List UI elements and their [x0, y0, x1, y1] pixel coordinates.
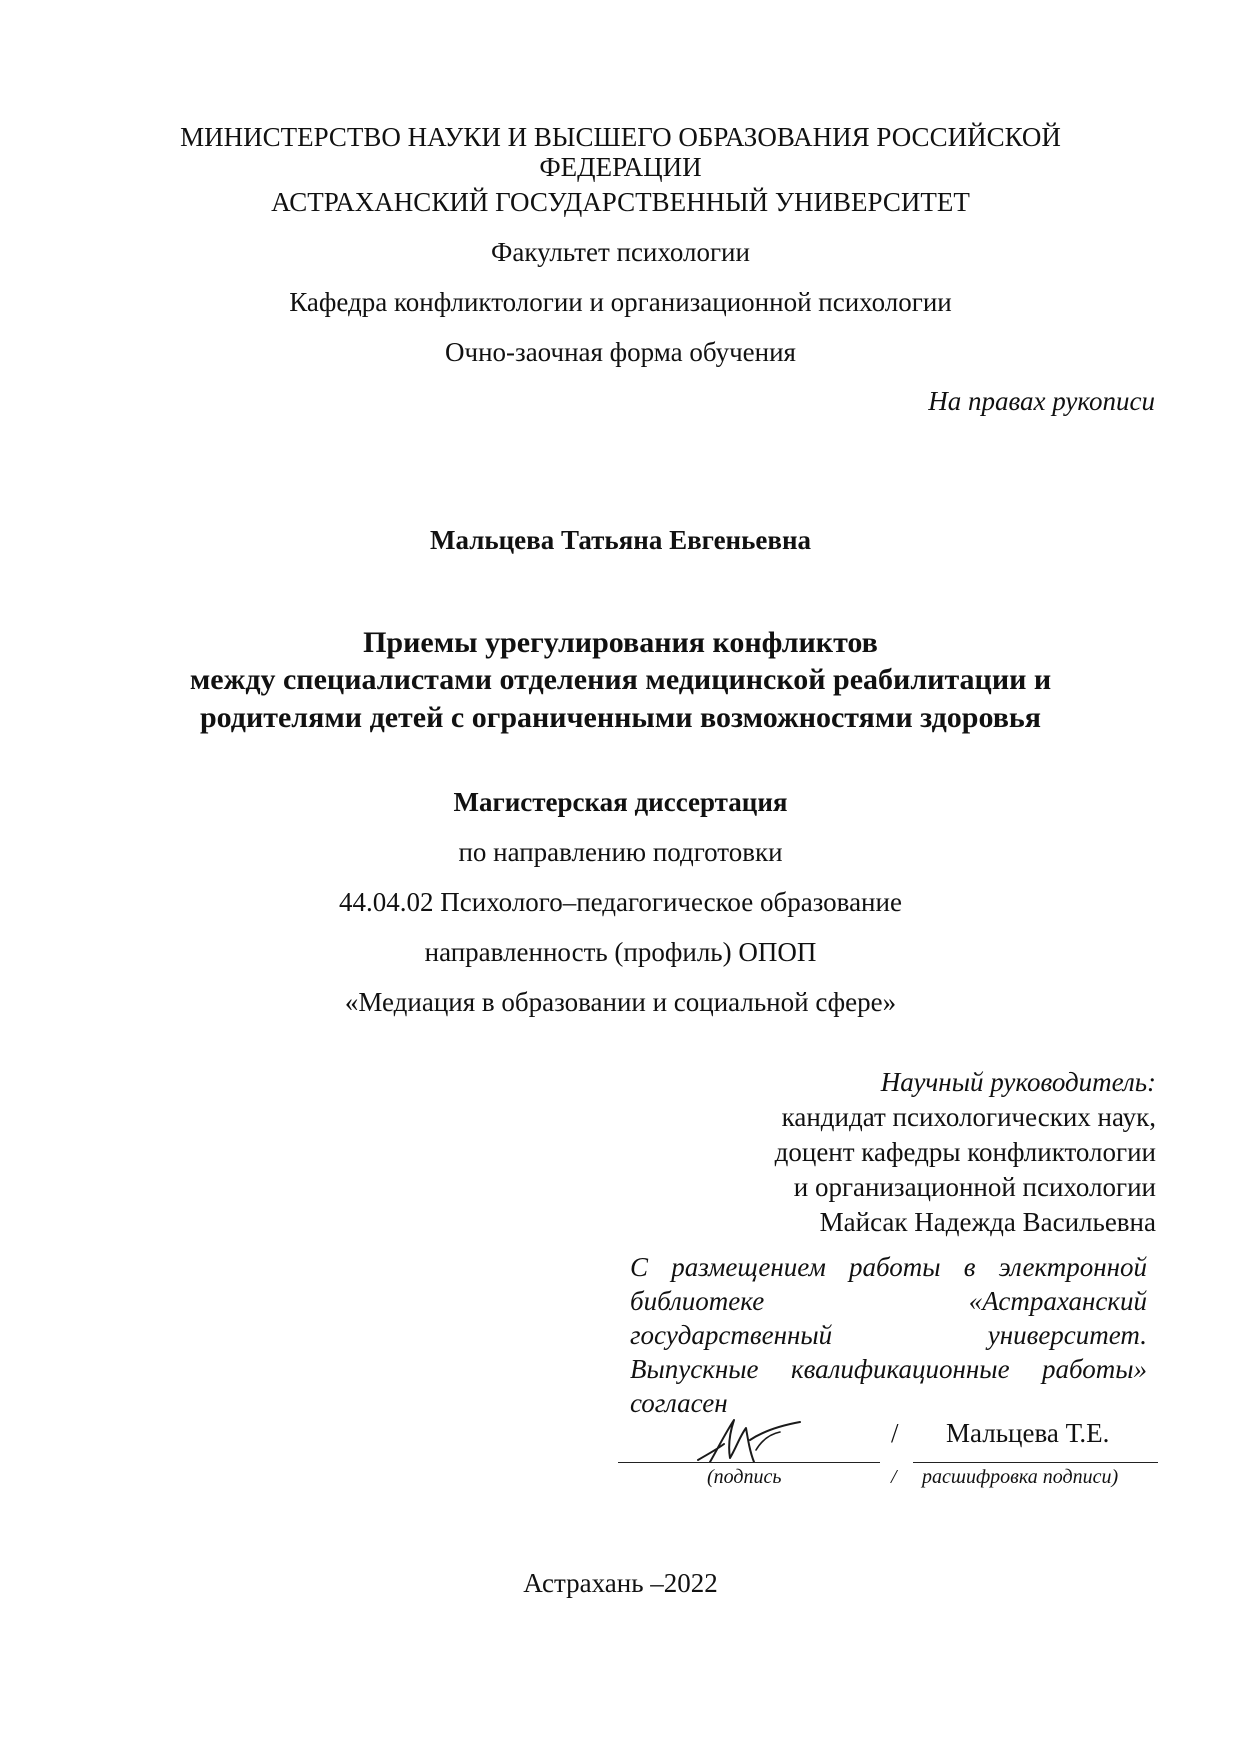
signature-separator: /	[891, 1418, 899, 1448]
consent-statement	[630, 1250, 1147, 1420]
department-name: Кафедра конфликтологии и организационной психологии	[289, 287, 952, 317]
university-name: АСТРАХАНСКИЙ ГОСУДАРСТВЕННЫЙ УНИВЕРСИТЕТ	[271, 187, 970, 217]
supervisor-position-cont: и организационной психологии	[793, 1172, 1156, 1202]
thesis-title-line-2: между специалистами отделения медицинской реабилитации и	[189, 663, 1052, 696]
signature-line	[618, 1462, 880, 1463]
consent-line-3: государственный университет.	[630, 1320, 1147, 1350]
caption-separator: /	[891, 1466, 897, 1488]
consent-line-2: библиотеке «Астраханский	[630, 1286, 1147, 1316]
supervisor-name: Майсак Надежда Васильевна	[819, 1207, 1156, 1237]
ministry-line-2: ФЕДЕРАЦИИ	[539, 152, 702, 182]
consent-line-4: Выпускные квалификационные работы»	[630, 1354, 1147, 1384]
signer-name: Мальцева Т.Е.	[946, 1418, 1110, 1448]
supervisor-degree: кандидат психологических наук,	[781, 1102, 1156, 1132]
handwritten-signature	[690, 1410, 810, 1470]
thesis-title-line-3: родителями детей с ограниченными возможностями здоровья	[199, 701, 1042, 734]
faculty-name: Факультет психологии	[491, 237, 750, 267]
decoding-caption: расшифровка подписи)	[922, 1466, 1119, 1488]
signature-caption: (подпись	[707, 1466, 782, 1488]
direction-label: по направлению подготовки	[458, 837, 783, 867]
supervisor-position: доцент кафедры конфликтологии	[774, 1137, 1156, 1167]
consent-line-5: согласен	[630, 1388, 728, 1418]
study-form: Очно-заочная форма обучения	[445, 337, 796, 367]
dissertation-type: Магистерская диссертация	[453, 787, 788, 817]
profile-name: «Медиация в образовании и социальной сфере»	[344, 987, 897, 1017]
author-name: Мальцева Татьяна Евгеньевна	[429, 525, 812, 555]
profile-label: направленность (профиль) ОПОП	[424, 937, 817, 967]
thesis-title-line-1: Приемы урегулирования конфликтов	[363, 626, 878, 659]
supervisor-heading: Научный руководитель:	[880, 1067, 1156, 1097]
manuscript-note: На правах рукописи	[928, 386, 1155, 416]
name-decoding-line	[913, 1462, 1158, 1463]
city-year: Астрахань –2022	[523, 1568, 718, 1598]
consent-line-1: С размещением работы в электронной	[630, 1252, 1147, 1282]
direction-code: 44.04.02 Психолого–педагогическое образование	[339, 887, 902, 917]
ministry-line-1: МИНИСТЕРСТВО НАУКИ И ВЫСШЕГО ОБРАЗОВАНИЯ РОССИЙСКОЙ	[180, 122, 1061, 152]
